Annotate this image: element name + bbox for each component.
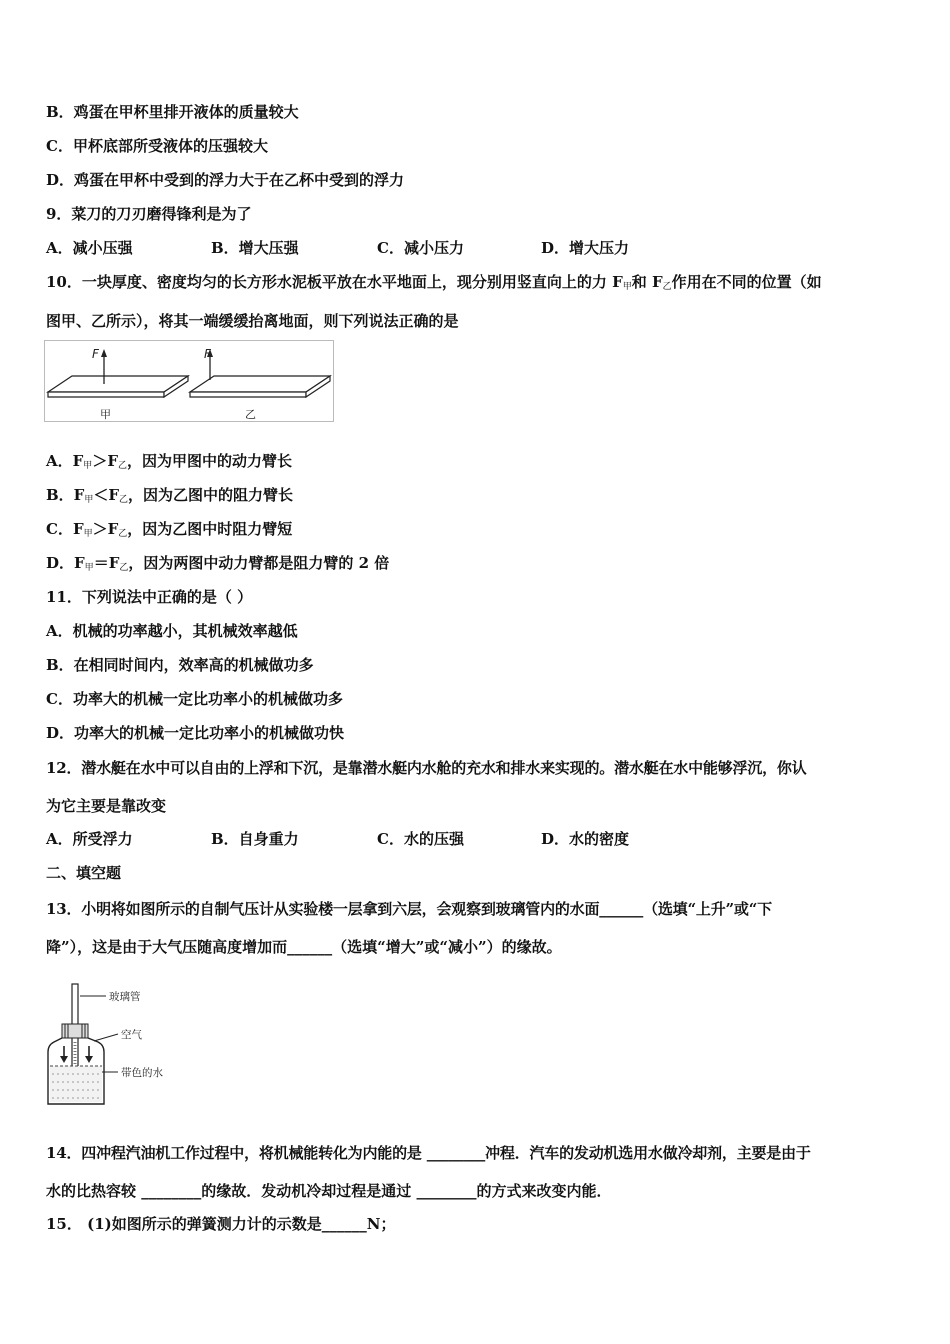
q13-label-air: 空气 (121, 1029, 142, 1041)
q11-option-b: B．在相同时间内，效率高的机械做功多 (46, 656, 314, 674)
q9-option-b: B．增大压强 (211, 239, 299, 257)
q12-option-b: B．自身重力 (211, 830, 299, 848)
q11-option-d: D．功率大的机械一定比功率小的机械做功快 (46, 724, 345, 742)
q12-stem-line1: 12．潜水艇在水中可以自由的上浮和下沉，是靠潜水艇内水舱的充水和排水来实现的。潜水艇在水中能够浮沉，你认 (46, 759, 807, 777)
q10-option-d: D．$F_甲=F_乙$，因为两图中动力臂都是阻力臂的 2 倍 (46, 554, 390, 573)
q14-stem-line1: 14．四冲程汽油机工作过程中，将机械能转化为内能的是 ________冲程．汽车的发动机选用水做冷却剂，主要是由于 (46, 1144, 811, 1162)
q8-option-c: C．甲杯底部所受液体的压强较大 (46, 137, 268, 155)
q10-figure (44, 340, 334, 422)
q13-label-water: 带色的水 (121, 1067, 163, 1079)
q15-stem: 15． (1)如图所示的弹簧测力计的示数是______N； (46, 1215, 396, 1233)
q11-stem: 11．下列说法中正确的是（ ） (46, 588, 253, 606)
q10-fig-label-yi: 乙 (245, 408, 256, 421)
q8-option-b: B．鸡蛋在甲杯里排开液体的质量较大 (46, 103, 299, 121)
q13-barometer-figure (44, 982, 194, 1110)
q9-option-d: D．增大压力 (541, 239, 630, 257)
q11-option-c: C．功率大的机械一定比功率小的机械做功多 (46, 690, 343, 708)
q10-stem-line1: 10．一块厚度、密度均匀的长方形水泥板平放在水平地面上，现分别用竖直向上的力 $F_甲$和 $F_乙$作用在不同的位置（如 (46, 273, 822, 292)
q12-stem-line2: 为它主要是靠改变 (46, 797, 167, 815)
q13-stem-line1: 13．小明将如图所示的自制气压计从实验楼一层拿到六层，会观察到玻璃管内的水面______（选填“上升”或“下 (46, 900, 772, 918)
q10-option-c: C．$F_甲>F_乙$，因为乙图中时阻力臂短 (46, 520, 293, 539)
q12-option-c: C．水的压强 (377, 830, 464, 848)
q9-stem: 9．菜刀的刀刃磨得锋利是为了 (46, 205, 252, 223)
q10-stem-line2: 图甲、乙所示），将其一端缓缓抬离地面，则下列说法正确的是 (46, 312, 459, 330)
q12-option-a: A．所受浮力 (46, 830, 133, 848)
q14-stem-line2: 水的比热容较 ________的缘故．发动机冷却过程是通过 ________的方式来改变内能． (46, 1182, 612, 1200)
q10-fig-force-yi: F (204, 347, 211, 361)
q11-option-a: A．机械的功率越小，其机械效率越低 (46, 622, 298, 640)
q10-option-a: A．$F_甲>F_乙$，因为甲图中的动力臂长 (46, 452, 292, 471)
q12-option-d: D．水的密度 (541, 830, 630, 848)
q10-option-b: B．$F_甲<F_乙$，因为乙图中的阻力臂长 (46, 486, 294, 505)
q9-option-c: C．减小压力 (377, 239, 464, 257)
section-heading-fill-in: 二、填空题 (46, 864, 122, 882)
q8-option-d: D．鸡蛋在甲杯中受到的浮力大于在乙杯中受到的浮力 (46, 171, 405, 189)
q10-fig-label-jia: 甲 (100, 408, 111, 421)
q13-stem-line2: 降”），这是由于大气压随高度增加而______（选填“增大”或“减小”）的缘故。 (46, 938, 562, 956)
q9-option-a: A．减小压强 (46, 239, 133, 257)
q10-fig-force-jia: F (92, 347, 99, 361)
q13-label-tube: 玻璃管 (109, 991, 141, 1003)
